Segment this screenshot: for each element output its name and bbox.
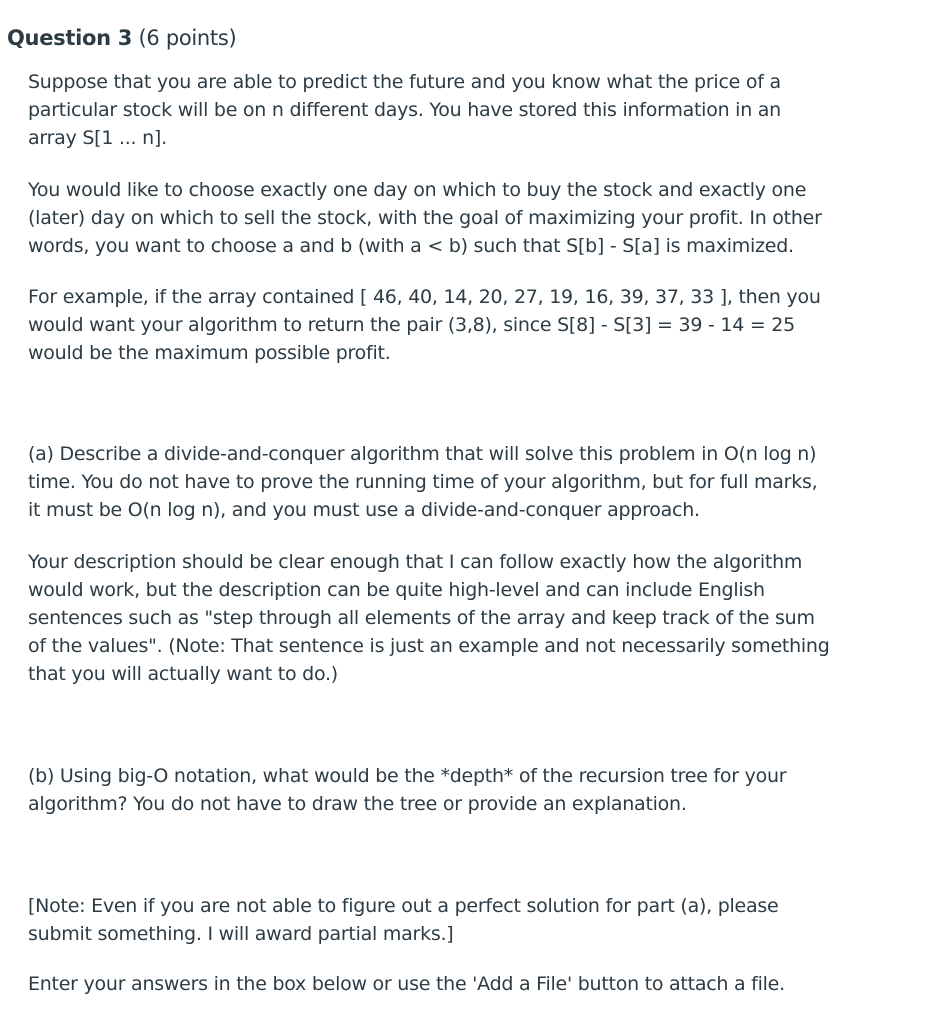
paragraph-intro — [28, 68, 781, 152]
paragraph-partial-marks-note — [28, 892, 778, 948]
text-line: would be the maximum possible profit. — [28, 342, 391, 364]
paragraph-part-a — [28, 440, 817, 524]
paragraph-description-note — [28, 548, 830, 688]
text-line: [Note: Even if you are not able to figure out a perfect solution for part (a), please — [28, 895, 779, 917]
text-line: would work, but the description can be quite high-level and can include English — [28, 579, 765, 601]
paragraph-goal — [28, 176, 822, 260]
paragraph-part-b — [28, 762, 786, 818]
text-line: time. You do not have to prove the running time of your algorithm, but for full marks, — [28, 471, 818, 493]
text-line: would want your algorithm to return the pair (3,8), since S[8] - S[3] = 39 - 14 = 25 — [28, 314, 795, 336]
text-line: array S[1 ... n]. — [28, 127, 167, 149]
text-line: (later) day on which to sell the stock, with the goal of maximizing your profit. In other — [28, 207, 822, 229]
text-line: submit something. I will award partial marks.] — [28, 923, 454, 945]
question-header — [7, 24, 236, 52]
text-line: Suppose that you are able to predict the future and you know what the price of a — [28, 71, 781, 93]
text-line: (b) Using big-O notation, what would be the *depth* of the recursion tree for your — [28, 765, 787, 787]
paragraph-submission-instructions — [28, 970, 785, 998]
paragraph-example — [28, 283, 821, 367]
text-line: particular stock will be on n different days. You have stored this information in an — [28, 99, 781, 121]
text-line: Your description should be clear enough that I can follow exactly how the algorithm — [28, 551, 803, 573]
text-line: that you will actually want to do.) — [28, 663, 338, 685]
text-line: (a) Describe a divide-and-conquer algorithm that will solve this problem in O(n log n) — [28, 443, 817, 465]
text-line: words, you want to choose a and b (with a < b) such that S[b] - S[a] is maximized. — [28, 235, 794, 257]
text-line: algorithm? You do not have to draw the tree or provide an explanation. — [28, 793, 687, 815]
text-line: it must be O(n log n), and you must use a divide-and-conquer approach. — [28, 499, 700, 521]
text-line: Enter your answers in the box below or use the 'Add a File' button to attach a file. — [28, 973, 785, 995]
text-line: of the values". (Note: That sentence is just an example and not necessarily something — [28, 635, 830, 657]
question-points: (6 points) — [138, 26, 237, 50]
question-title: Question 3 — [7, 26, 133, 50]
text-line: For example, if the array contained [ 46, 40, 14, 20, 27, 19, 16, 39, 37, 33 ], then you — [28, 286, 821, 308]
text-line: You would like to choose exactly one day on which to buy the stock and exactly one — [28, 179, 807, 201]
text-line: sentences such as "step through all elements of the array and keep track of the sum — [28, 607, 815, 629]
